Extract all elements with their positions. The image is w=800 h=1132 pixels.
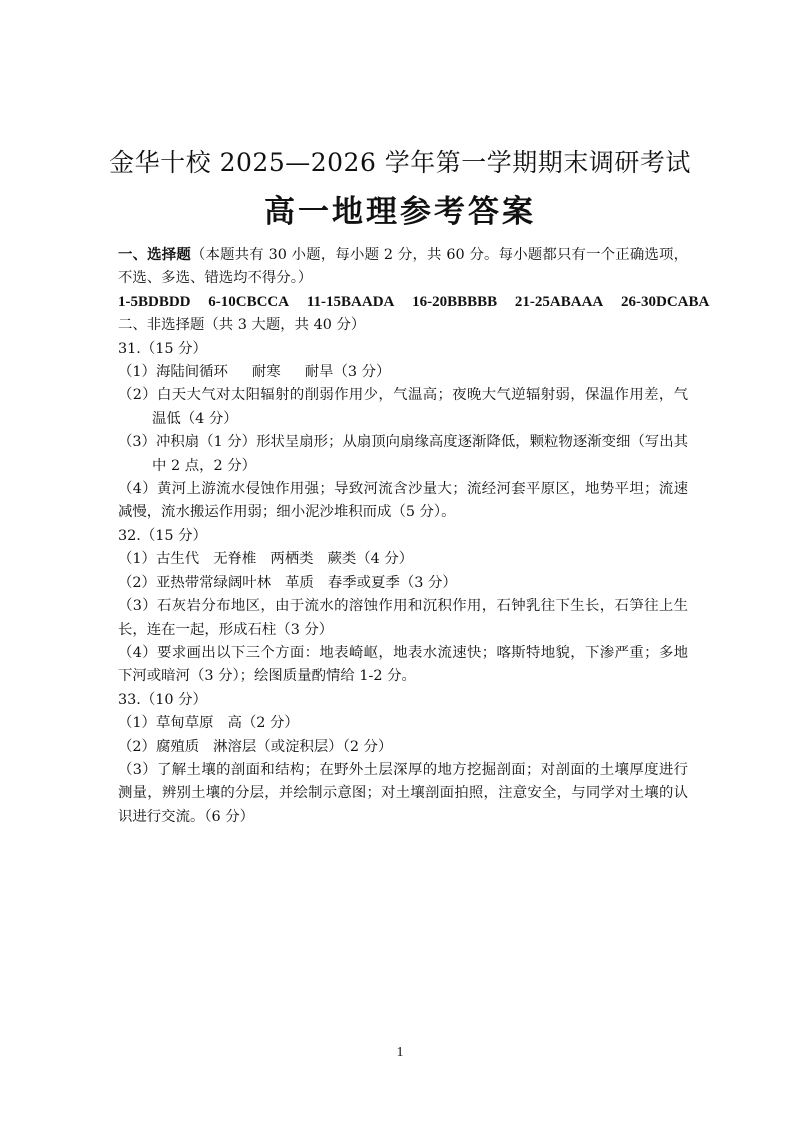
- answer-text: 草甸草原: [155, 715, 214, 732]
- section1-heading: 一、选择题: [118, 246, 191, 263]
- q31-part2: （2）白天大气对太阳辐射的削弱作用少，气温高；夜晚大气逆辐射弱，保温作用差，气温低（4 分）: [118, 387, 688, 427]
- q32-heading: 32.（15 分）: [118, 527, 207, 544]
- mcq-answer-group: 21-25ABAAA: [514, 293, 604, 310]
- answer-text: 无脊椎: [213, 551, 257, 568]
- answer-text: 高（2 分）: [227, 715, 299, 732]
- q31-part4: （4）黄河上游流水侵蚀作用强；导致河流含沙量大；流经河套平原区，地势平坦；流速减慢，流水搬运作用弱；细小泥沙堆积而成（5 分）。: [118, 481, 688, 521]
- answer-text: 两栖类: [270, 551, 314, 568]
- answer-text: 耐旱（3 分）: [304, 364, 391, 381]
- mcq-answers: [118, 291, 710, 314]
- q33-part2: [118, 736, 688, 759]
- answer-key-title: 高一地理参考答案: [264, 194, 536, 230]
- mcq-answer-group: 6-10CBCCA: [208, 293, 290, 310]
- part-number: （2）: [118, 738, 156, 755]
- q31-heading: 31.（15 分）: [118, 340, 207, 357]
- answer-text: 春季或夏季（3 分）: [327, 574, 457, 591]
- q32-part3: （3）石灰岩分布地区，由于流水的溶蚀作用和沉积作用，石钟乳往下生长，石笋往上生长，连在一起，形成石柱（3 分）: [118, 598, 688, 638]
- answer-text: 海陆间循环: [155, 364, 228, 381]
- part-number: （1）: [118, 715, 156, 732]
- exam-title: 金华十校 2025—2026 学年第一学期期末调研考试: [109, 148, 691, 177]
- answer-text: 亚热带常绿阔叶林: [155, 574, 272, 591]
- part-number: （1）: [118, 364, 156, 381]
- q32-part2: [118, 572, 688, 595]
- answer-text: 革质: [285, 574, 314, 591]
- section1-note: （本题共有 30 小题，每小题 2 分，共 60 分。每小题都只有一个正确选项，不选、多选、错选均不得分。）: [118, 247, 688, 287]
- part-number: （2）: [118, 574, 156, 591]
- answer-text: 耐寒: [251, 364, 281, 381]
- answer-text: 古生代: [155, 551, 200, 568]
- page-number: 1: [396, 1045, 404, 1060]
- answer-body: [118, 243, 710, 829]
- answer-text: 蕨类（4 分）: [327, 551, 414, 568]
- q31-part3: （3）冲积扇（1 分）形状呈扇形；从扇顶向扇缘高度逐渐降低，颗粒物逐渐变细（写出其中 2 点，2 分）: [118, 434, 688, 474]
- q31-part1: [118, 361, 688, 384]
- section1-instructions: [118, 243, 688, 291]
- q33-part1: [118, 712, 688, 735]
- mcq-answer-group: 16-20BBBBB: [412, 293, 498, 310]
- q32-part1: [118, 548, 688, 571]
- section2-heading: 二、非选择题（共 3 大题，共 40 分）: [118, 317, 366, 334]
- mcq-answer-group: 26-30DCABA: [621, 293, 710, 310]
- answer-text: 腐殖质: [155, 738, 200, 755]
- q33-part3: （3）了解土壤的剖面和结构；在野外土层深厚的地方挖掘剖面；对剖面的土壤厚度进行测量，辨别土壤的分层，并绘制示意图；对土壤剖面拍照，注意安全，与同学对土壤的认识进行交流。（6 分）: [118, 761, 688, 825]
- answer-text: 淋溶层（或淀积层）（2 分）: [213, 738, 393, 755]
- mcq-answer-group: 11-15BAADA: [306, 293, 395, 310]
- q32-part4: （4）要求画出以下三个方面：地表崎岖，地表水流速快；喀斯特地貌，下渗严重；多地下河或暗河（3 分）；绘图质量酌情给 1-2 分。: [118, 644, 688, 685]
- q33-heading: 33.（10 分）: [118, 691, 207, 708]
- mcq-answer-group: 1-5BDBDD: [118, 293, 191, 310]
- part-number: （1）: [118, 551, 156, 568]
